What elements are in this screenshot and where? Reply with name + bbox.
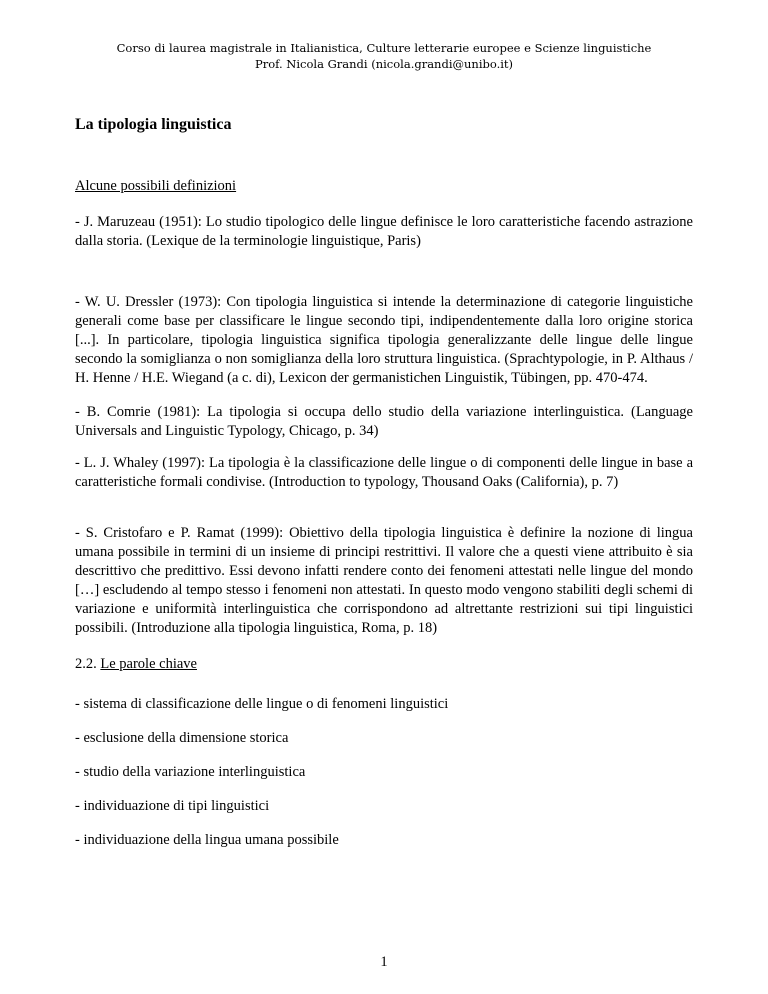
definition-maruzeau: - J. Maruzeau (1951): Lo studio tipologico delle lingue definisce le loro caratteristiche facendo astrazione dalla storia. (Lexique de la terminologie linguistique, Paris) [75,214,693,249]
keyword-item: - individuazione della lingua umana possibile [75,832,339,848]
definition-comrie: - B. Comrie (1981): La tipologia si occupa dello studio della variazione interlinguistica. (Language Universals and Linguistic Typology, Chicago, p. 34) [75,404,693,439]
header-professor: Prof. Nicola Grandi (nicola.grandi@unibo.it) [254,57,514,71]
header-course: Corso di laurea magistrale in Italianistica, Culture letterarie europee e Scienze linguistiche [116,41,652,55]
section-title-definitions: Alcune possibili definizioni [75,178,237,194]
page-number: 1 [380,954,388,970]
section-title-keywords [75,656,197,673]
keywords-list [75,695,693,865]
definition-whaley: - L. J. Whaley (1997): La tipologia è la classificazione delle lingue o di componenti delle lingue in base a caratteristiche formali condivise. (Introduction to typology, Thousand Oaks (California), p. 7) [75,455,693,490]
definition-dressler: - W. U. Dressler (1973): Con tipologia linguistica si intende la determinazione di categorie linguistiche generali come base per classificare le lingue secondo tipi, indipendentemente dalla loro origine storica [...]. In particolare, tipologia linguistica significa tipologia generalizzante delle lingue delle lingue secondo la somiglianza o non somiglianza della loro struttura linguistica. (Sprachtypologie, in P. Althaus / H. Henne / H.E. Wiegand (a c. di), Lexicon der germanistichen Linguistik, Tübingen, pp. 470-474. [75,294,693,386]
keyword-item: - sistema di classificazione delle lingue o di fenomeni linguistici [75,696,449,712]
section-label: Le parole chiave [100,656,197,672]
page-title: La tipologia linguistica [75,116,232,133]
keyword-item: - studio della variazione interlinguistica [75,764,306,780]
keyword-item: - individuazione di tipi linguistici [75,798,270,814]
page-header [0,40,768,72]
keyword-item: - esclusione della dimensione storica [75,730,289,746]
section-number: 2.2. [75,656,97,672]
definition-cristofaro-ramat: - S. Cristofaro e P. Ramat (1999): Obiettivo della tipologia linguistica è definire la nozione di lingua umana possibile in termini di un insieme di principi restrittivi. Il valore che a questi viene attribuito è sia descrittivo che predittivo. Essi devono infatti rendere conto dei fenomeni attestati nelle lingue del mondo […] escludendo al tempo stesso i fenomeni non attestati. In questo modo vengono stabiliti degli schemi di variazione e uniformità interlinguistica che corrispondono ad altrettante restrizioni sui tipi linguistici possibili. (Introduzione alla tipologia linguistica, Roma, p. 18) [75,525,693,636]
